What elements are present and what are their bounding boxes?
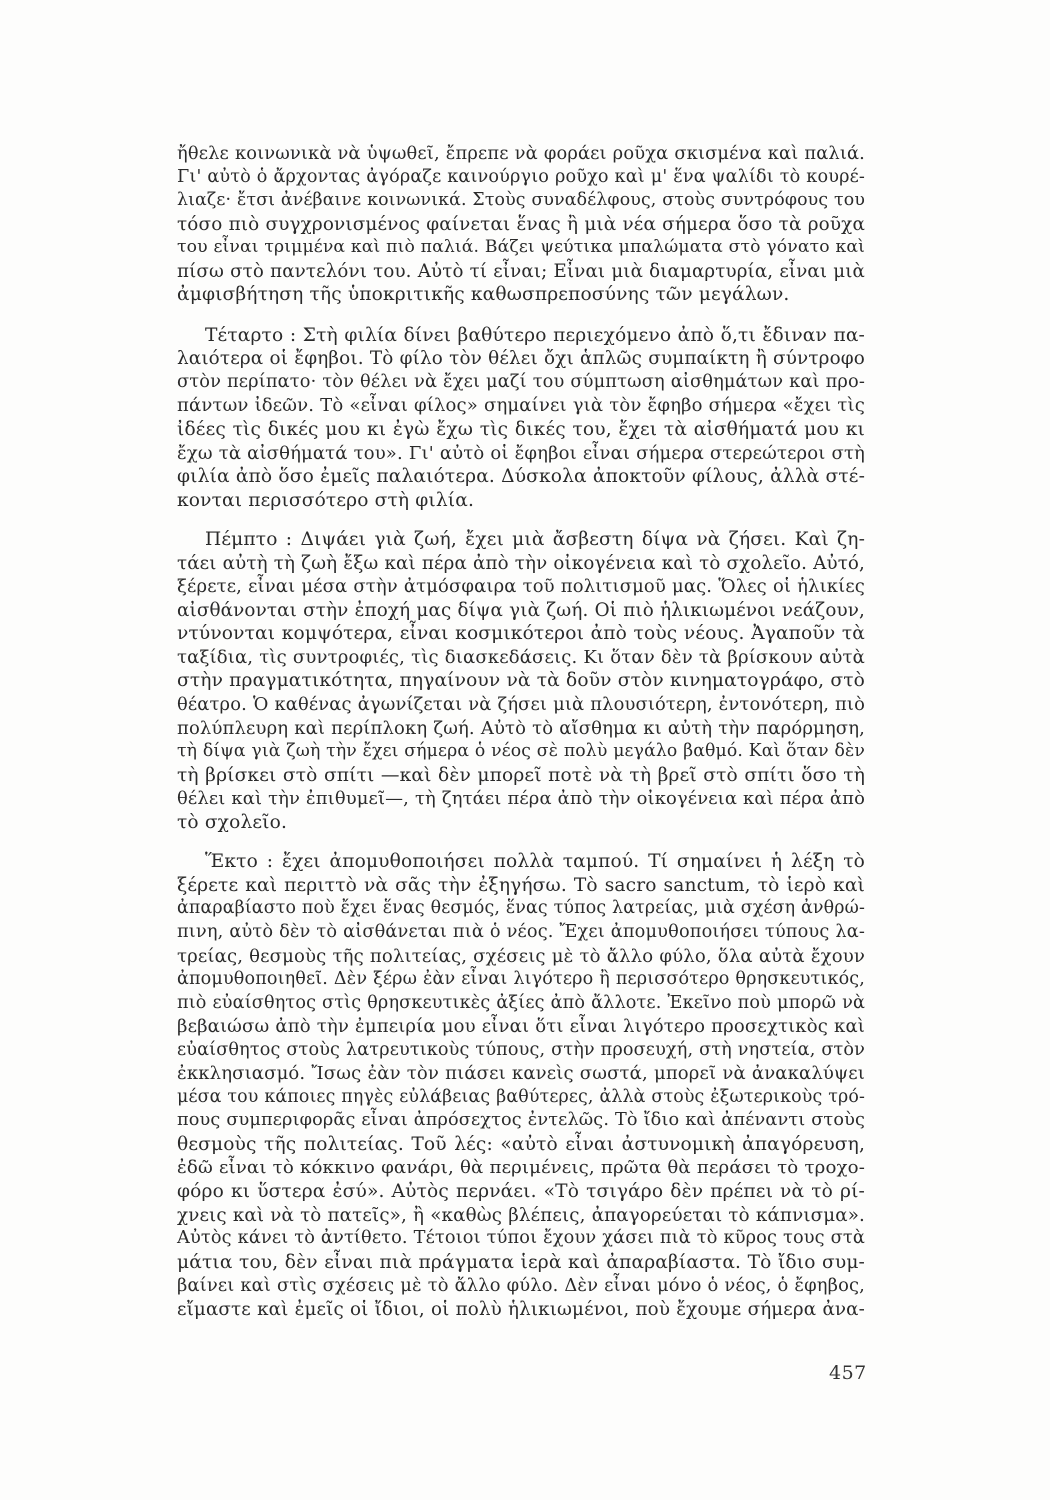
text-line: στὸν περίπατο· τὸν θέλει νὰ ἔχει μαζί του σύμπτωση αἰσθημάτων καὶ προ- — [177, 371, 865, 392]
text-line: Τέταρτο : Στὴ φιλία δίνει βαθύτερο περιεχόμενο ἀπὸ ὅ,τι ἔδιναν πα- — [205, 324, 865, 346]
paragraph-1 — [177, 142, 865, 307]
text-line: πιὸ εὐαίσθητος στὶς θρησκευτικὲς ἀξίες ἀπὸ ἄλλοτε. Ἐκεῖνο ποὺ μπορῶ νὰ — [177, 992, 865, 1013]
text-line: θέλει καὶ τὴν ἐπιθυμεῖ—, τὴ ζητάει πέρα ἀπὸ τὴν οἰκογένεια καὶ πέρα ἀπὸ — [177, 788, 865, 810]
text-line: τάει αὐτὴ τὴ ζωὴ ἔξω καὶ πέρα ἀπὸ τὴν οἰκογένεια καὶ τὸ σχολεῖο. Αὐτό, — [177, 552, 865, 574]
text-line: βεβαιώσω ἀπὸ τὴν ἐμπειρία μου εἶναι ὅτι εἶναι λιγότερο προσεχτικὸς καὶ — [177, 1016, 865, 1038]
text-line: ἐδῶ εἶναι τὸ κόκκινο φανάρι, θὰ περιμένεις, πρῶτα θὰ περάσει τὸ τροχο- — [177, 1157, 865, 1179]
text-line: χνεις καὶ νὰ τὸ πατεῖς», ἢ «καθὼς βλέπεις, ἀπαγορεύεται τὸ κάπνισμα». — [177, 1204, 865, 1226]
text-line: βαίνει καὶ στὶς σχέσεις μὲ τὸ ἄλλο φύλο. Δὲν εἶναι μόνο ὁ νέος, ὁ ἔφηβος, — [177, 1275, 865, 1297]
paragraph-4 — [177, 850, 865, 1321]
text-line: Γι' αὐτὸ ὁ ἄρχοντας ἀγόραζε καινούργιο ροῦχο καὶ μ' ἕνα ψαλίδι τὸ κουρέ- — [177, 166, 865, 187]
text-line: ἰδέες τὶς δικές μου κι ἐγὼ ἔχω τὶς δικές του, ἔχει τὰ αἰσθήματά μου κι — [177, 419, 865, 441]
text-line: φιλία ἀπὸ ὅσο ἐμεῖς παλαιότερα. Δύσκολα ἀποκτοῦν φίλους, ἀλλὰ στέ- — [177, 466, 865, 488]
text-line: μάτια του, δὲν εἶναι πιὰ πράγματα ἱερὰ καὶ ἀπαραβίαστα. Τὸ ἴδιο συμ- — [177, 1251, 865, 1273]
text-line: τόσο πιὸ συγχρονισμένος φαίνεται ἕνας ἢ μιὰ νέα σήμερα ὅσο τὰ ροῦχα — [177, 213, 865, 235]
text-line: τρείας, θεσμοὺς τῆς πολιτείας, σχέσεις μὲ τὸ ἄλλο φύλο, ὅλα αὐτὰ ἔχουν — [177, 945, 865, 967]
text-line: θεσμοὺς τῆς πολιτείας. Τοῦ λές: «αὐτὸ εἶναι ἀστυνομικὴ ἀπαγόρευση, — [177, 1133, 865, 1155]
text-line: ἤθελε κοινωνικὰ νὰ ὑψωθεῖ, ἔπρεπε νὰ φοράει ροῦχα σκισμένα καὶ παλιά. — [177, 143, 865, 164]
text-line: πάντων ἰδεῶν. Τὸ «εἶναι φίλος» σημαίνει γιὰ τὸν ἔφηβο σήμερα «ἔχει τὶς — [177, 395, 865, 417]
text-line: Πέμπτο : Διψάει γιὰ ζωή, ἔχει μιὰ ἄσβεστη δίψα νὰ ζήσει. Καὶ ζη- — [205, 529, 865, 551]
text-line: τὴ βρίσκει στὸ σπίτι —καὶ δὲν μπορεῖ ποτὲ νὰ τὴ βρεῖ στὸ σπίτι ὅσο τὴ — [177, 764, 865, 786]
text-line: ξέρετε καὶ περιττὸ νὰ σᾶς τὴν ἐξηγήσω. Τὸ sacro sanctum, τὸ ἱερὸ καὶ — [177, 874, 865, 896]
text-line: Ἕκτο : ἔχει ἀπομυθοποιήσει πολλὰ ταμπού. Τί σημαίνει ἡ λέξη τὸ — [205, 851, 865, 873]
text-line: τὸ σχολεῖο. — [177, 811, 288, 833]
text-line: θέατρο. Ὁ καθένας ἀγωνίζεται νὰ ζήσει μιὰ πλουσιότερη, ἐντονότερη, πιὸ — [177, 694, 865, 716]
text-line: στὴν πραγματικότητα, πηγαίνουν νὰ τὰ δοῦν στὸν κινηματογράφο, στὸ — [177, 670, 865, 692]
text-line: μέσα του κάποιες πηγὲς εὐλάβειας βαθύτερες, ἀλλὰ στοὺς ἐξωτερικοὺς τρό- — [177, 1086, 865, 1107]
paragraph-2 — [177, 324, 865, 512]
text-line: λιαζε· ἔτσι ἀνέβαινε κοινωνικά. Στοὺς συναδέλφους, στοὺς συντρόφους του — [177, 190, 865, 211]
text-line: πολύπλευρη καὶ περίπλοκη ζωή. Αὐτὸ τὸ αἴσθημα κι αὐτὴ τὴν παρόρμηση, — [177, 717, 865, 739]
text-line: ταξίδια, τὶς συντροφιές, τὶς διασκεδάσεις. Κι ὅταν δὲν τὰ βρίσκουν αὐτὰ — [177, 646, 865, 668]
page-number: 457 — [829, 1362, 867, 1384]
text-line: ἀπαραβίαστο ποὺ ἔχει ἕνας θεσμός, ἕνας τύπος λατρείας, μιὰ σχέση ἀνθρώ- — [177, 898, 865, 919]
text-line: ντύνονται κομψότερα, εἶναι κοσμικότεροι ἀπὸ τοὺς νέους. Ἀγαποῦν τὰ — [177, 623, 865, 645]
text-line: τὴ δίψα γιὰ ζωὴ τὴν ἔχει σήμερα ὁ νέος σὲ πολὺ μεγάλο βαθμό. Καὶ ὅταν δὲν — [177, 741, 865, 762]
text-line: Αὐτὸς κάνει τὸ ἀντίθετο. Τέτοιοι τύποι ἔχουν χάσει πιὰ τὸ κῦρος τους στὰ — [177, 1228, 865, 1249]
text-line: φόρο κι ὕστερα ἐσύ». Αὐτὸς περνάει. «Τὸ τσιγάρο δὲν πρέπει νὰ τὸ ρί- — [177, 1180, 865, 1202]
paragraph-3 — [177, 528, 865, 834]
text-line: πίσω στὸ παντελόνι του. Αὐτὸ τί εἶναι; Εἶναι μιὰ διαμαρτυρία, εἶναι μιὰ — [177, 260, 865, 282]
text-line: ἔχω τὰ αἰσθήματά του». Γι' αὐτὸ οἱ ἔφηβοι εἶναι σήμερα στερεώτεροι στὴ — [177, 442, 865, 464]
text-line: εἴμαστε καὶ ἐμεῖς οἱ ἴδιοι, οἱ πολὺ ἡλικιωμένοι, ποὺ ἔχουμε σήμερα ἀνα- — [177, 1298, 865, 1320]
body-text — [177, 142, 865, 1321]
text-line: πους συμπεριφορᾶς εἶναι ἀπρόσεχτος ἐντελῶς. Τὸ ἴδιο καὶ ἀπέναντι στοὺς — [177, 1110, 865, 1131]
text-line: αἰσθάνονται στὴν ἐποχή μας δίψα γιὰ ζωή. Οἱ πιὸ ἡλικιωμένοι νεάζουν, — [177, 599, 865, 621]
text-line: του εἶναι τριμμένα καὶ πιὸ παλιά. Βάζει ψεύτικα μπαλώματα στὸ γόνατο καὶ — [177, 237, 865, 258]
text-line: κονται περισσότερο στὴ φιλία. — [177, 489, 475, 511]
text-line: ἐκκλησιασμό. Ἴσως ἐὰν τὸν πιάσει κανεὶς σωστά, μπορεῖ νὰ ἀνακαλύψει — [177, 1063, 865, 1085]
text-line: ξέρετε, εἶναι μέσα στὴν ἀτμόσφαιρα τοῦ πολιτισμοῦ μας. Ὅλες οἱ ἡλικίες — [177, 576, 865, 598]
text-line: πινη, αὐτὸ δὲν τὸ αἰσθάνεται πιὰ ὁ νέος. Ἔχει ἀπομυθοποιήσει τύπους λα- — [177, 921, 865, 942]
text-line: ἀπομυθοποιηθεῖ. Δὲν ξέρω ἐὰν εἶναι λιγότερο ἢ περισσότερο θρησκευτικός, — [177, 969, 865, 990]
text-line: ἀμφισβήτηση τῆς ὑποκριτικῆς καθωσπρεποσύνης τῶν μεγάλων. — [177, 284, 790, 306]
text-line: λαιότερα οἱ ἔφηβοι. Τὸ φίλο τὸν θέλει ὄχι ἁπλῶς συμπαίκτη ἢ σύντροφο — [177, 348, 865, 370]
text-line: εὐαίσθητος στοὺς λατρευτικοὺς τύπους, στὴν προσευχή, στὴ νηστεία, στὸν — [177, 1039, 865, 1060]
